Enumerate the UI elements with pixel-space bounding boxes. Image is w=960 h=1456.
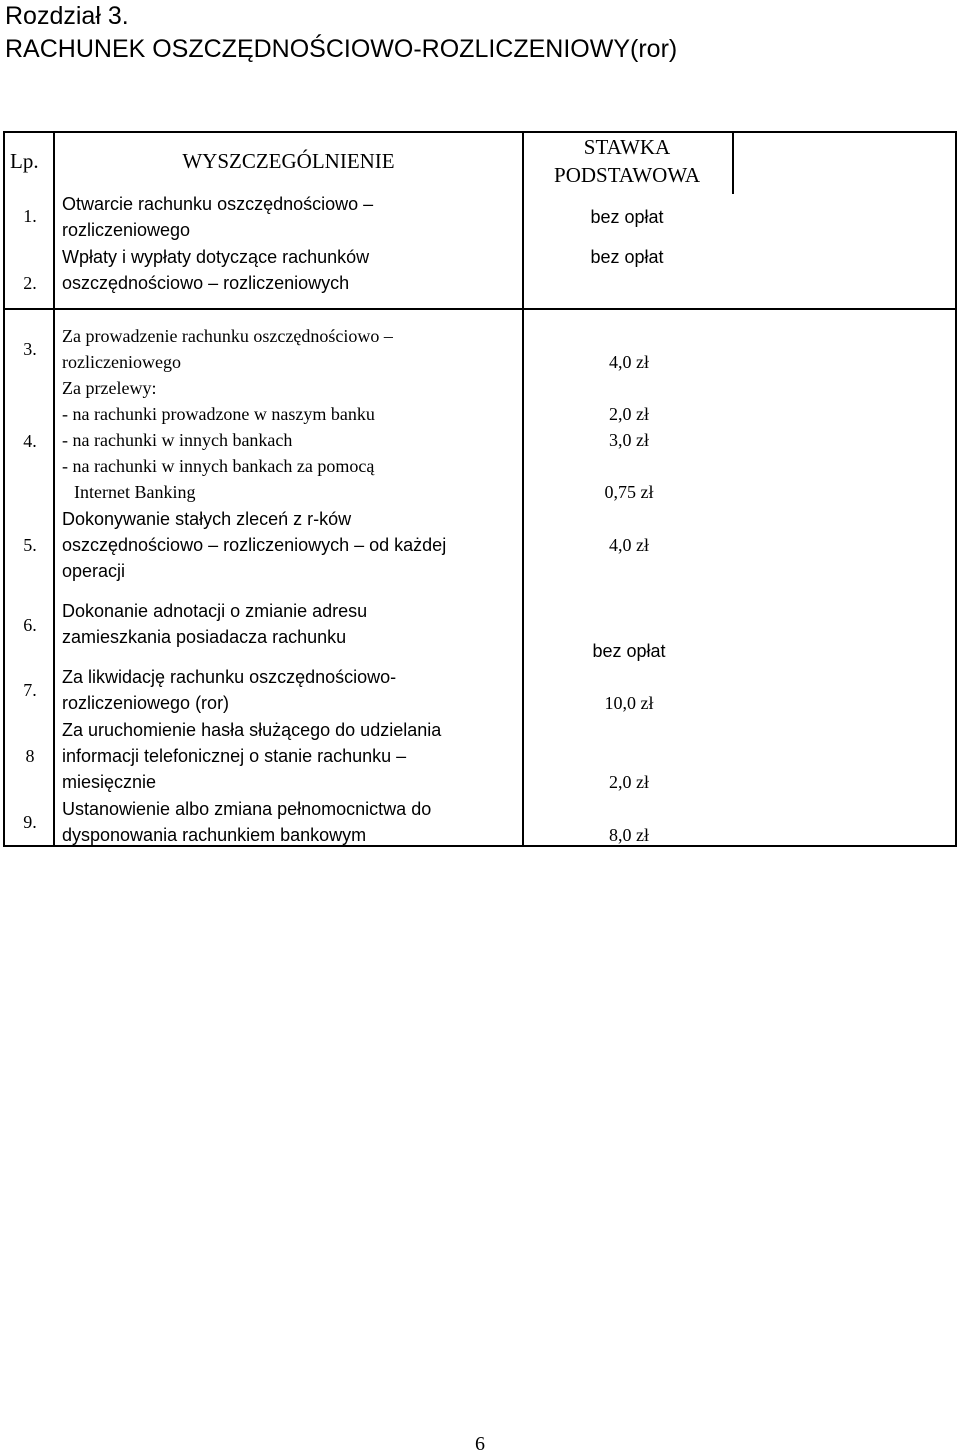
row-description-8: Za uruchomienie hasła służącego do udzielania informacji telefonicznej o stanie rachunku – miesięcznie xyxy=(62,720,442,792)
row-rate-7: 10,0 zł xyxy=(604,693,654,713)
row-description-3: Za prowadzenie rachunku oszczędnościowo – rozliczeniowego xyxy=(62,326,393,372)
chapter-label: Rozdział 3. xyxy=(5,2,129,30)
row-rate-9: 8,0 zł xyxy=(609,825,649,845)
row-lp-7: 7. xyxy=(23,680,37,700)
row-lp-5: 5. xyxy=(23,535,37,555)
row-lp-8: 8 xyxy=(25,746,35,766)
column-divider-header-end xyxy=(732,131,734,194)
row-rate-2: bez opłat xyxy=(590,247,664,267)
row-description-6: Dokonanie adnotacji o zmianie adresu zamieszkania posiadacza rachunku xyxy=(62,601,368,647)
row-lp-3: 3. xyxy=(23,339,37,359)
row-description-5: Dokonywanie stałych zleceń z r-ków oszczędnościowo – rozliczeniowych – od każdej operacji xyxy=(62,509,447,581)
header-rate: STAWKA PODSTAWOWA xyxy=(554,135,700,187)
row-description-9: Ustanowienie albo zmiana pełnomocnictwa do dysponowania rachunkiem bankowym xyxy=(62,799,432,845)
row-rate-8: 2,0 zł xyxy=(609,772,649,792)
row-lp-1: 1. xyxy=(23,206,37,226)
row-lp-6: 6. xyxy=(23,615,37,635)
row-divider xyxy=(3,308,957,310)
row-rate-4: 2,0 zł 3,0 zł 0,75 zł xyxy=(604,404,654,502)
row-lp-9: 9. xyxy=(23,812,37,832)
page-number: 6 xyxy=(475,1433,485,1455)
header-lp: Lp. xyxy=(10,149,39,173)
chapter-title: RACHUNEK OSZCZĘDNOŚCIOWO-ROZLICZENIOWY(ror) xyxy=(5,35,678,63)
row-description-4: Za przelewy: - na rachunki prowadzone w naszym banku - na rachunki w innych bankach - na rachunki w innych bankach za pomocą Internet Banking xyxy=(62,378,375,502)
row-rate-1: bez opłat xyxy=(590,207,664,227)
column-divider-lp xyxy=(53,131,55,847)
header-description: WYSZCZEGÓLNIENIE xyxy=(182,149,395,173)
row-rate-5: 4,0 zł xyxy=(609,535,649,555)
row-rate-6: bez opłat xyxy=(592,641,666,661)
row-description-7: Za likwidację rachunku oszczędnościowo- rozliczeniowego (ror) xyxy=(62,667,397,713)
row-lp-4: 4. xyxy=(23,431,37,451)
row-description-1: Otwarcie rachunku oszczędnościowo – rozliczeniowego xyxy=(62,194,374,240)
row-rate-3: 4,0 zł xyxy=(609,352,649,372)
row-lp-2: 2. xyxy=(23,273,37,293)
row-description-2: Wpłaty i wypłaty dotyczące rachunków oszczędnościowo – rozliczeniowych xyxy=(62,247,370,293)
chapter-heading xyxy=(5,0,677,66)
